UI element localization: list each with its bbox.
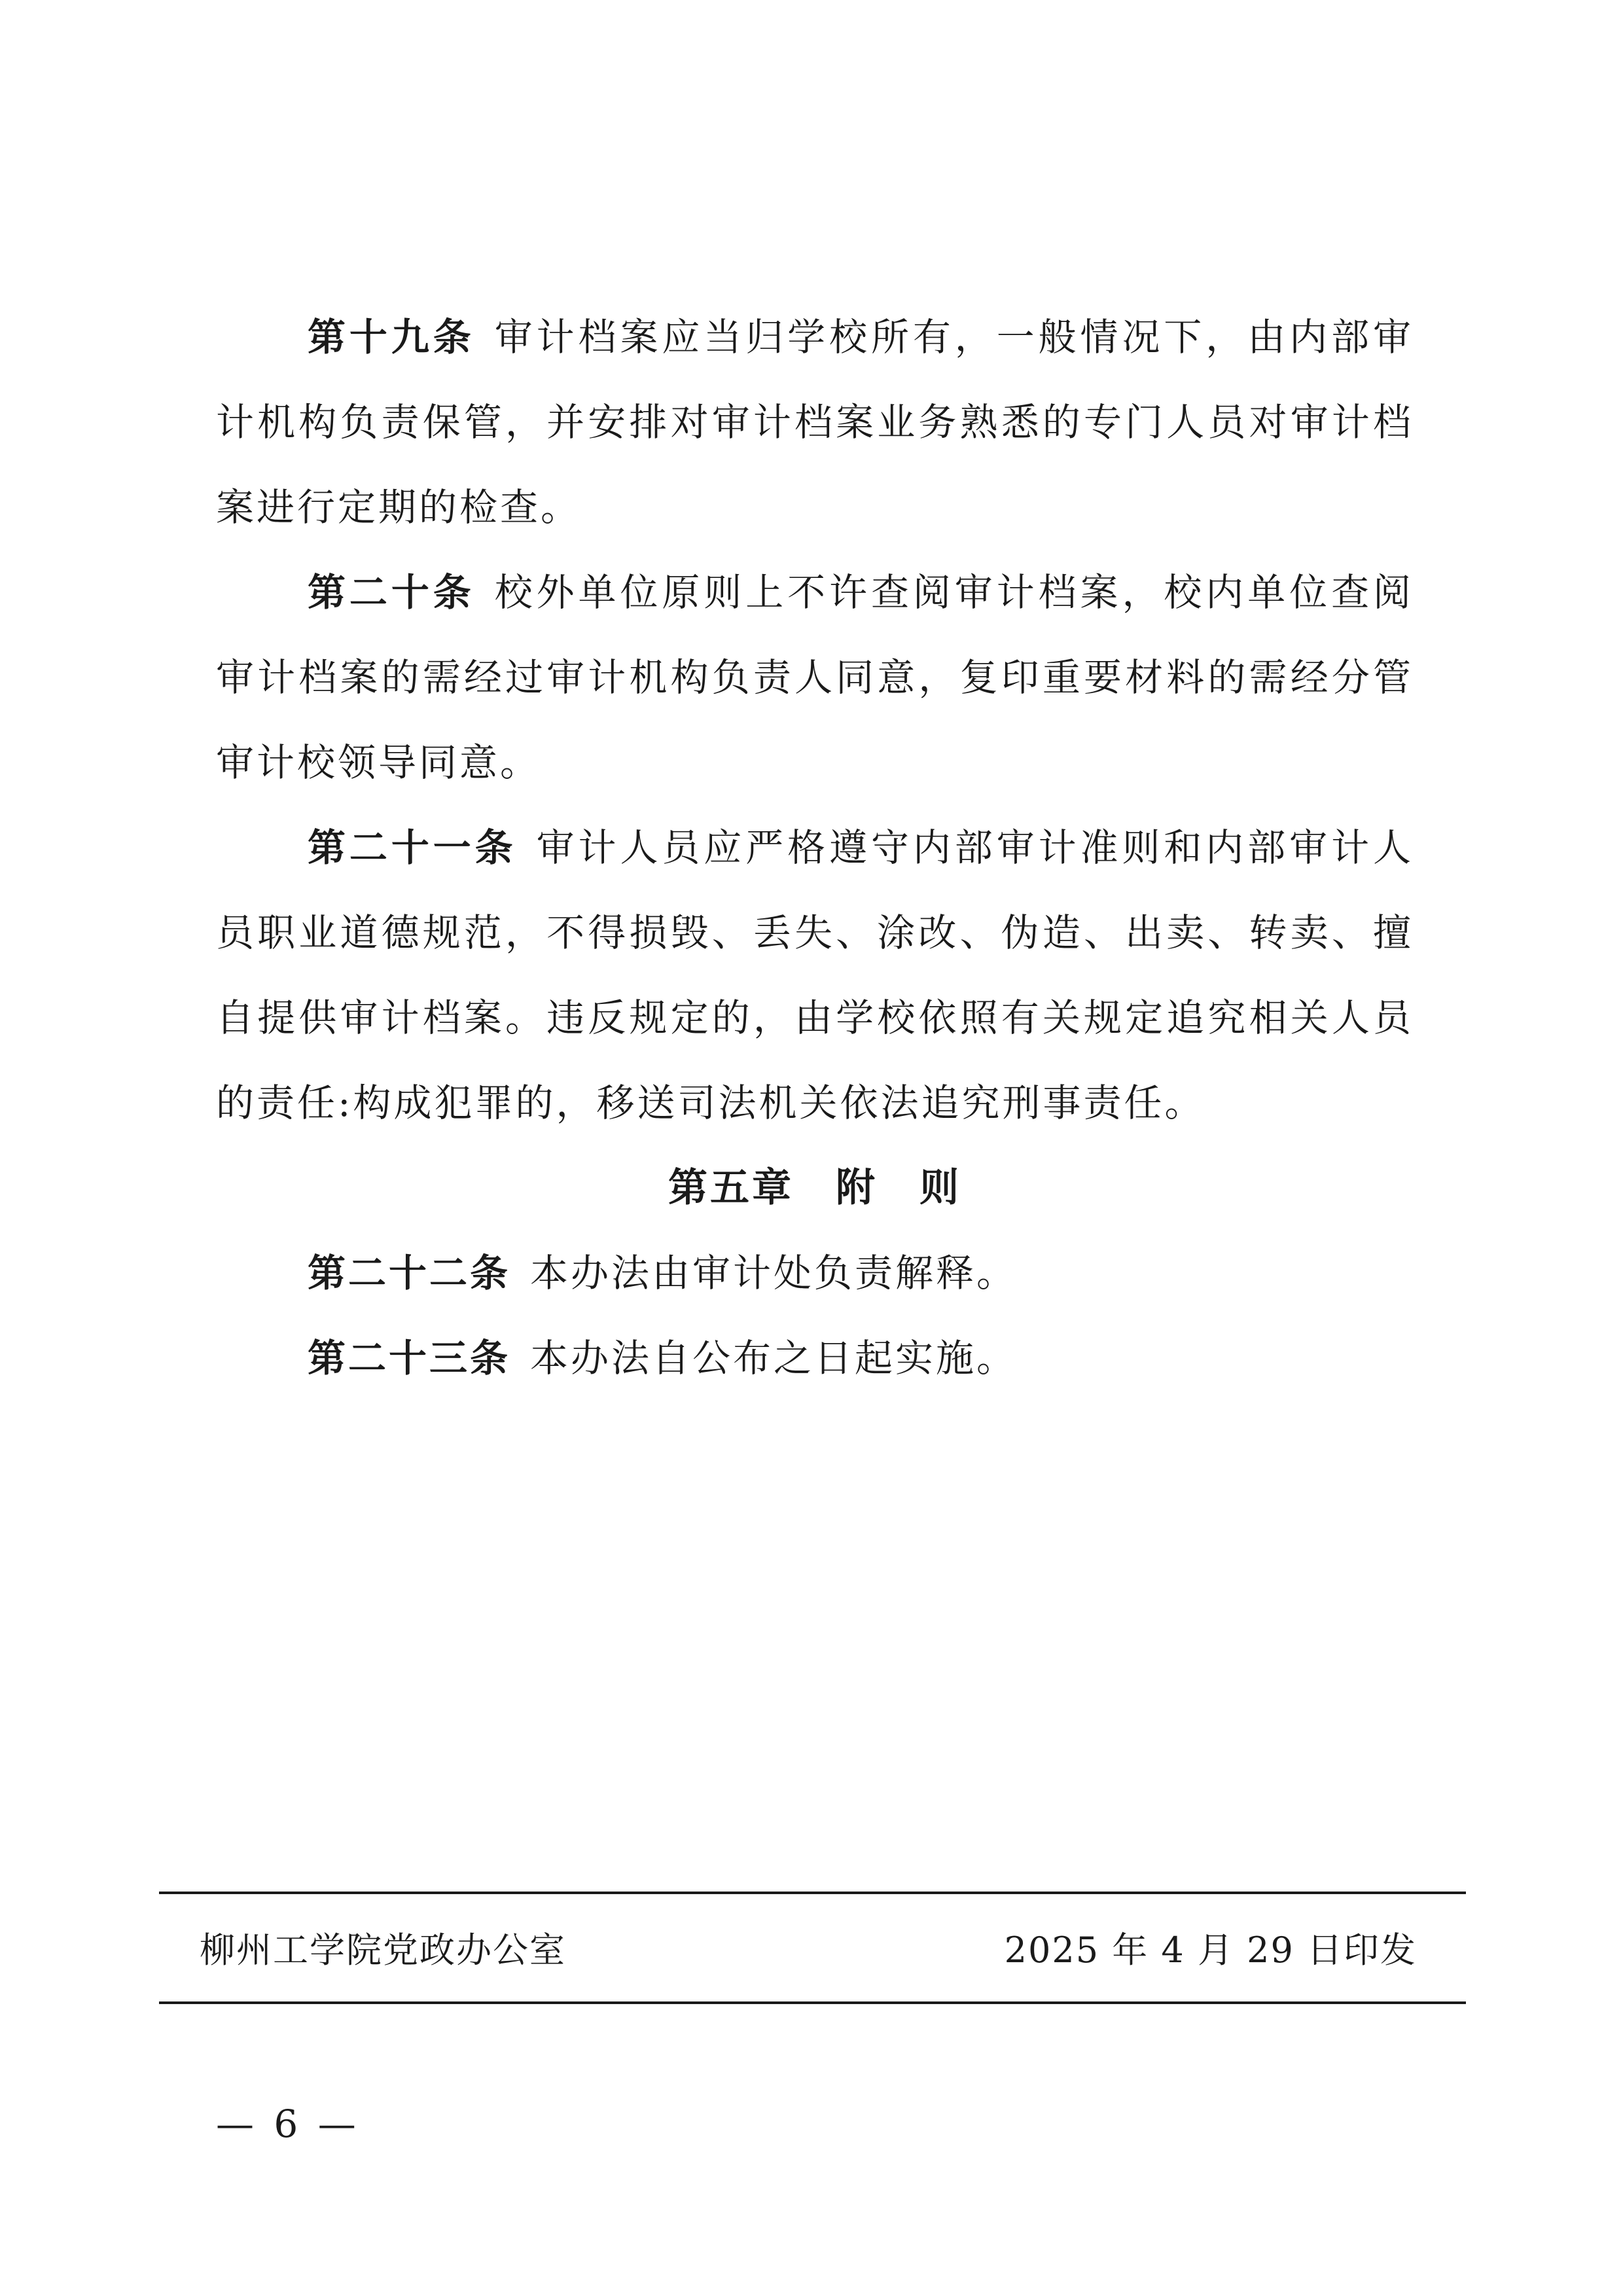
issuer: 柳州工学院党政办公室	[200, 1929, 566, 1971]
article-22	[216, 1230, 1414, 1316]
document-body	[216, 295, 1414, 1401]
article-text: 本办法由审计处负责解释。	[530, 1251, 1018, 1295]
footer-top-rule	[159, 1892, 1466, 1894]
article-number: 第二十一条	[308, 825, 517, 870]
article-20	[216, 550, 1414, 805]
chapter-title: 第五章 附 则	[668, 1165, 961, 1211]
article-text: 校外单位原则上不许查阅审计档案，校内单位查阅审计档案的需经过审计机构负责人同意，复印重要材料的需经分管审计校领导同意。	[216, 570, 1414, 785]
article-number: 第二十条	[308, 570, 475, 615]
issue-date: 2025 年 4 月 29 日印发	[1004, 1929, 1417, 1971]
article-text: 审计人员应严格遵守内部审计准则和内部审计人员职业道德规范，不得损毁、丢失、涂改、伪造、出卖、转卖、擅自提供审计档案。违反规定的，由学校依照有关规定追究相关人员的责任:构成犯罪的，移送司法机关依法追究刑事责任。	[216, 825, 1414, 1125]
article-number: 第二十三条	[308, 1336, 511, 1380]
page-number: — 6 —	[216, 2102, 360, 2146]
article-23	[216, 1316, 1414, 1401]
footer-bottom-rule	[159, 2001, 1466, 2004]
article-number: 第十九条	[308, 315, 475, 359]
article-number: 第二十二条	[308, 1251, 511, 1295]
article-21	[216, 805, 1414, 1145]
article-text: 审计档案应当归学校所有，一般情况下，由内部审计机构负责保管，并安排对审计档案业务熟悉的专门人员对审计档案进行定期的检查。	[216, 315, 1414, 529]
article-text: 本办法自公布之日起实施。	[530, 1336, 1018, 1380]
article-19	[216, 295, 1414, 550]
footer-imprint	[200, 1924, 1417, 1977]
